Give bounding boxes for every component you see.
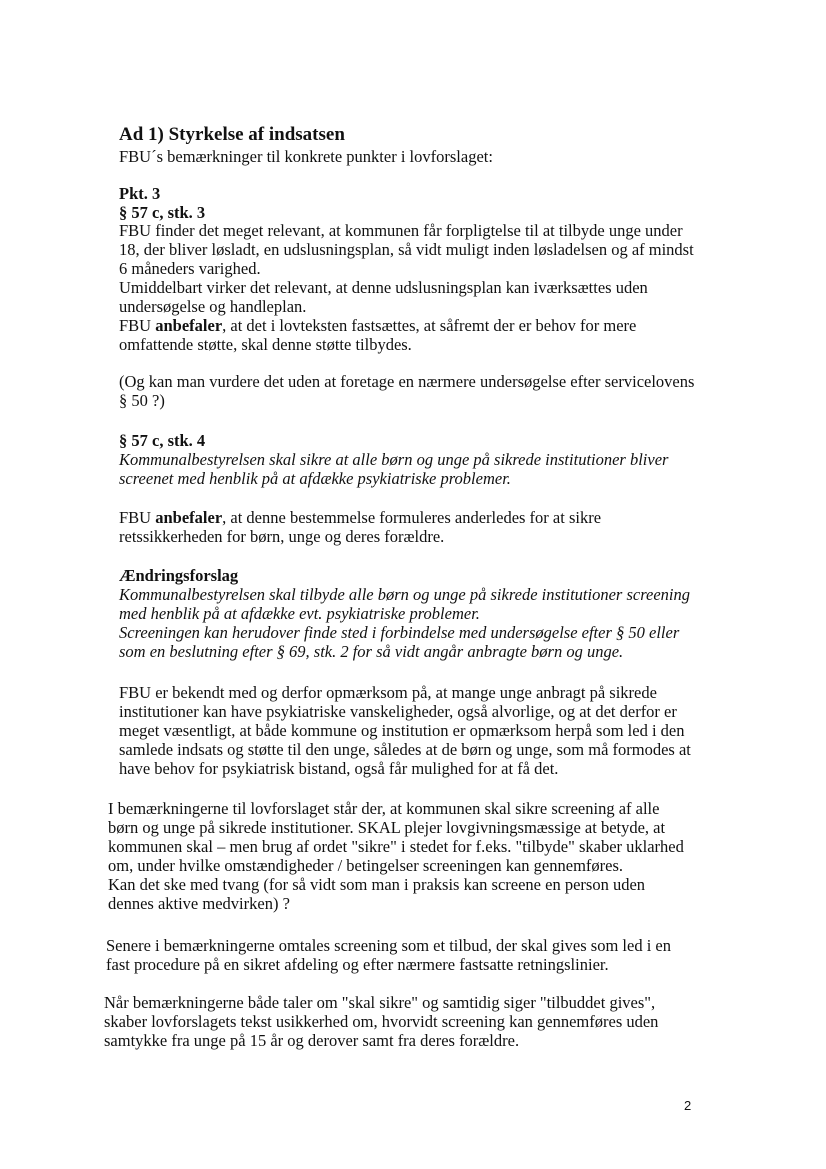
- recommendation-rest: , at det i lovteksten fastsættes, at såfremt der er behov for mere: [222, 316, 637, 335]
- quote-line: screenet med henblik på at afdække psykiatriske problemer.: [119, 469, 511, 488]
- paragraph-line: FBU finder det meget relevant, at kommunen får forpligtelse til at tilbyde unge under: [119, 221, 683, 240]
- section-57c-stk4-title: § 57 c, stk. 4: [119, 431, 206, 450]
- recommendation-line: [119, 509, 601, 527]
- paragraph-line: Når bemærkningerne både taler om "skal sikre" og samtidig siger "tilbuddet gives",: [104, 993, 656, 1012]
- recommendation-line: retssikkerheden for børn, unge og deres forældre.: [119, 527, 445, 546]
- question-line: (Og kan man vurdere det uden at foretage en nærmere undersøgelse efter servicelovens: [119, 372, 695, 391]
- paragraph-line: dennes aktive medvirken) ?: [108, 894, 290, 913]
- paragraph-line: kommunen skal – men brug af ordet "sikre" i stedet for f.eks. "tilbyde" skaber uklarhed: [108, 837, 684, 856]
- recommendation-rest: , at denne bestemmelse formuleres anderledes for at sikre: [222, 508, 602, 527]
- point-label: Pkt. 3: [119, 184, 161, 203]
- section-heading: Ad 1) Styrkelse af indsatsen: [119, 124, 345, 145]
- recommendation-lead: FBU: [119, 508, 156, 527]
- paragraph-line: samlede indsats og støtte til den unge, således at de børn og unge, som må formodes at: [119, 740, 691, 759]
- paragraph-line: Umiddelbart virker det relevant, at denne udslusningsplan kan iværksættes uden: [119, 278, 648, 297]
- section-57c-stk3-title: § 57 c, stk. 3: [119, 203, 206, 222]
- amendment-line: som en beslutning efter § 69, stk. 2 for så vidt angår anbragte børn og unge.: [119, 642, 624, 661]
- paragraph-line: Kan det ske med tvang (for så vidt som man i praksis kan screene en person uden: [108, 875, 646, 894]
- paragraph-line: institutioner kan have psykiatriske vanskeligheder, også alvorlige, og at det derfor er: [119, 702, 677, 721]
- paragraph-line: 18, der bliver løsladt, en udslusningsplan, så vidt muligt inden løsladelsen og af mindst: [119, 240, 694, 259]
- paragraph-line: meget væsentligt, at både kommune og institution er opmærksom herpå som led i den: [119, 721, 685, 740]
- amendment-line: Kommunalbestyrelsen skal tilbyde alle børn og unge på sikrede institutioner screening: [119, 585, 690, 604]
- quote-line: Kommunalbestyrelsen skal sikre at alle børn og unge på sikrede institutioner bliver: [119, 450, 669, 469]
- paragraph-line: fast procedure på en sikret afdeling og efter nærmere fastsatte retningslinier.: [106, 955, 609, 974]
- amendment-title: Ændringsforslag: [119, 566, 239, 585]
- amendment-line: Screeningen kan herudover finde sted i forbindelse med undersøgelse efter § 50 eller: [119, 623, 680, 642]
- paragraph-line: Senere i bemærkningerne omtales screening som et tilbud, der skal gives som led i en: [106, 936, 671, 955]
- recommendation-line: [119, 317, 636, 335]
- paragraph-line: undersøgelse og handleplan.: [119, 297, 307, 316]
- intro-text: FBU´s bemærkninger til konkrete punkter i lovforslaget:: [119, 147, 493, 166]
- recommendation-line: omfattende støtte, skal denne støtte tilbydes.: [119, 335, 412, 354]
- recommendation-lead: FBU: [119, 316, 156, 335]
- paragraph-line: 6 måneders varighed.: [119, 259, 261, 278]
- paragraph-line: børn og unge på sikrede institutioner. SKAL plejer lovgivningsmæssige at betyde, at: [108, 818, 666, 837]
- paragraph-line: have behov for psykiatrisk bistand, også får mulighed for at få det.: [119, 759, 559, 778]
- paragraph-line: skaber lovforslagets tekst usikkerhed om, hvorvidt screening kan gennemføres uden: [104, 1012, 659, 1031]
- paragraph-line: samtykke fra unge på 15 år og derover samt fra deres forældre.: [104, 1031, 520, 1050]
- page-number: 2: [684, 1098, 692, 1113]
- paragraph-line: I bemærkningerne til lovforslaget står der, at kommunen skal sikre screening af alle: [108, 799, 660, 818]
- question-line: § 50 ?): [119, 391, 165, 410]
- recommendation-keyword: anbefaler: [155, 508, 223, 527]
- recommendation-keyword: anbefaler: [155, 316, 223, 335]
- amendment-line: med henblik på at afdække evt. psykiatriske problemer.: [119, 604, 480, 623]
- paragraph-line: FBU er bekendt med og derfor opmærksom på, at mange unge anbragt på sikrede: [119, 683, 657, 702]
- paragraph-line: om, under hvilke omstændigheder / betingelser screeningen kan gennemføres.: [108, 856, 624, 875]
